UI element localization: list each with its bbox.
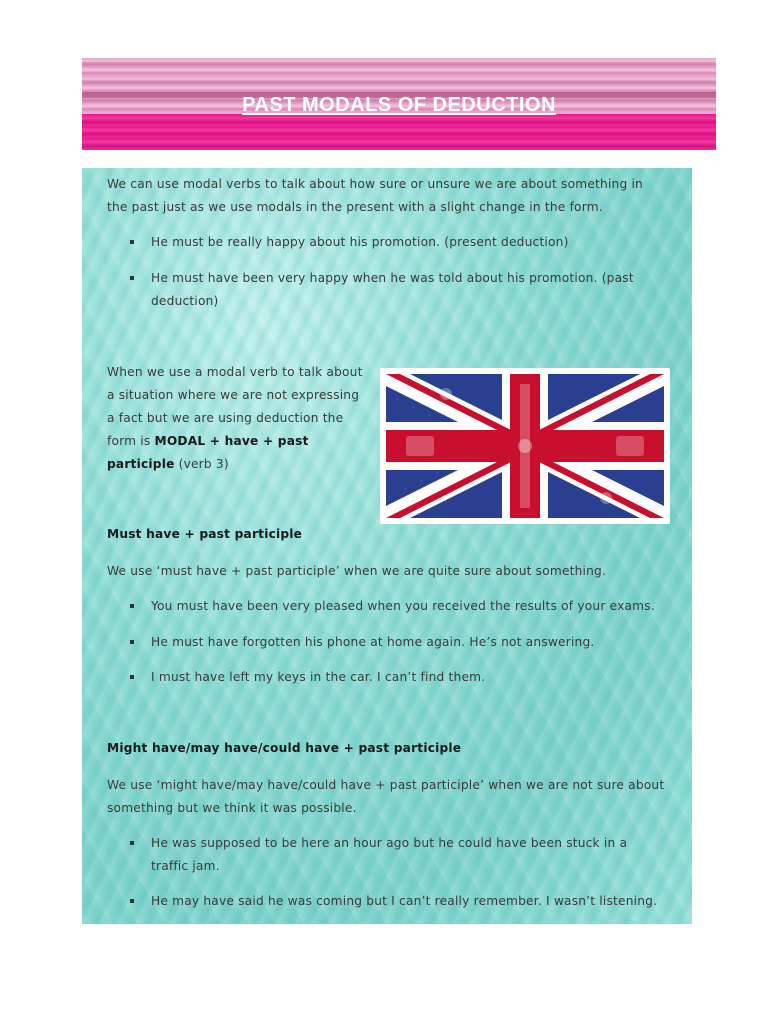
form-line-3: a fact but we are using deduction the xyxy=(107,411,344,425)
bullet-icon xyxy=(130,240,134,244)
union-jack-flag-icon xyxy=(386,374,664,518)
must-bullet-3: I must have left my keys in the car. I can’t find them. xyxy=(151,670,486,684)
form-line-4 xyxy=(107,430,309,453)
bullet-icon xyxy=(130,899,134,903)
bullet-icon xyxy=(130,640,134,644)
form-line-2: a situation where we are not expressing xyxy=(107,388,360,402)
might-bullet-2: He may have said he was coming but I can’t really remember. I wasn’t listening. xyxy=(151,894,658,908)
might-bullet-1-line-2: traffic jam. xyxy=(151,859,220,873)
form-line-1: When we use a modal verb to talk about xyxy=(107,365,363,379)
content-panel xyxy=(82,168,692,924)
banner-stripe-pink xyxy=(82,114,716,150)
intro-bullet-1: He must be really happy about his promotion. (present deduction) xyxy=(151,235,569,249)
page-title: PAST MODALS OF DEDUCTION xyxy=(242,94,556,116)
might-description-line-1: We use ‘might have/may have/could have + past participle’ when we are not sure about xyxy=(107,778,665,792)
header-banner xyxy=(82,58,716,150)
intro-line-2: the past just as we use modals in the present with a slight change in the form. xyxy=(107,200,603,214)
must-bullet-2: He must have forgotten his phone at home again. He’s not answering. xyxy=(151,635,595,649)
must-bullet-1: You must have been very pleased when you received the results of your exams. xyxy=(151,599,655,613)
bullet-icon xyxy=(130,841,134,845)
might-description-line-2: something but we think it was possible. xyxy=(107,801,357,815)
might-bullet-1-line-1: He was supposed to be here an hour ago but he could have been stuck in a xyxy=(151,836,628,850)
union-jack-image xyxy=(380,368,670,524)
bullet-icon xyxy=(130,276,134,280)
must-description: We use ‘must have + past participle’ when we are quite sure about something. xyxy=(107,564,607,578)
intro-bullet-2-line-1: He must have been very happy when he was told about his promotion. (past xyxy=(151,271,634,285)
bullet-icon xyxy=(130,675,134,679)
might-heading: Might have/may have/could have + past participle xyxy=(107,741,462,755)
form-line-4-prefix: form is xyxy=(107,434,155,448)
form-formula-end: participle xyxy=(107,457,175,471)
intro-bullet-2-line-2: deduction) xyxy=(151,294,219,308)
must-heading: Must have + past participle xyxy=(107,527,303,541)
bullet-icon xyxy=(130,604,134,608)
form-line-5-suffix: (verb 3) xyxy=(174,457,229,471)
intro-line-1: We can use modal verbs to talk about how sure or unsure we are about something in xyxy=(107,177,643,191)
form-line-5 xyxy=(107,453,229,476)
form-formula: MODAL + have + past xyxy=(154,434,309,448)
